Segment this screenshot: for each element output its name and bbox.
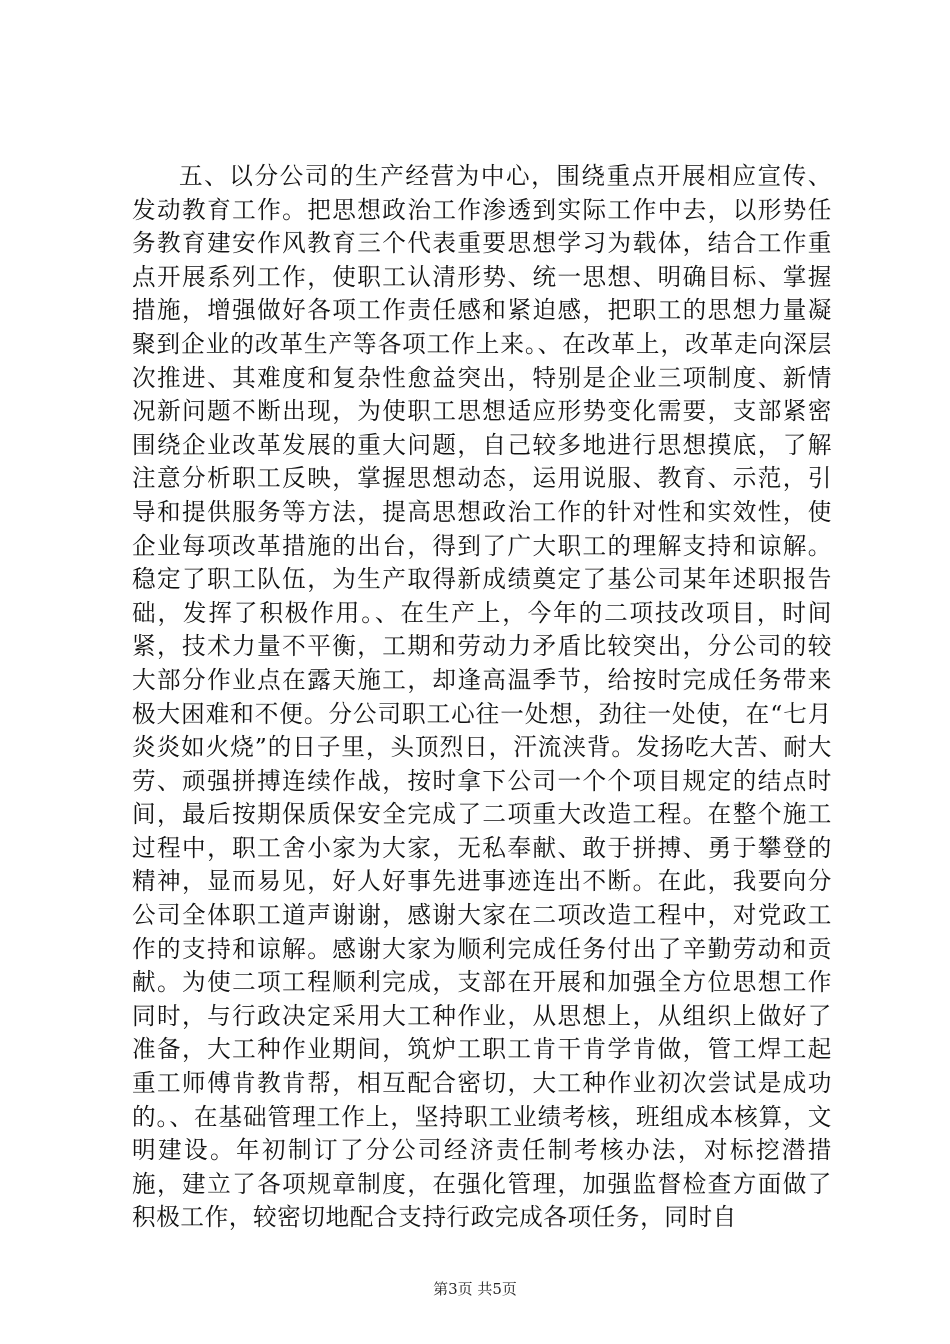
page-number-footer: 第3页 共5页 [433,1280,517,1298]
body-paragraph: 五、以分公司的生产经营为中心，围绕重点开展相应宣传、发动教育工作。把思想政治工作渗透到实际工作中去，以形势任务教育建安作风教育三个代表重要思想学习为载体，结合工作重点开展系列工作，使职工认清形势、统一思想、明确目标、掌握措施，增强做好各项工作责任感和紧迫感，把职工的思想力量凝聚到企业的改革生产等各项工作上来。、在改革上，改革走向深层次推进、其难度和复杂性愈益突出，特别是企业三项制度、新情况新问题不断出现，为使职工思想适应形势变化需要，支部紧密围绕企业改革发展的重大问题，自己较多地进行思想摸底，了解注意分析职工反映，掌握思想动态，运用说服、教育、示范，引导和提供服务等方法，提高思想政治工作的针对性和实效性，使企业每项改革措施的出台，得到了广大职工的理解支持和谅解。稳定了职工队伍，为生产取得新成绩奠定了基公司某年述职报告础，发挥了积极作用。、在生产上，今年的二项技改项目，时间紧，技术力量不平衡，工期和劳动力矛盾比较突出，分公司的较大部分作业点在露天施工，却逢高温季节，给按时完成任务带来极大困难和不便。分公司职工心往一处想，劲往一处使，在“七月炎炎如火烧”的日子里，头顶烈日，汗流浃背。发扬吃大苦、耐大劳、顽强拼搏连续作战，按时拿下公司一个个项目规定的结点时间，最后按期保质保安全完成了二项重大改造工程。在整个施工过程中，职工舍小家为大家，无私奉献、敢于拼搏、勇于攀登的精神，显而易见，好人好事先进事迹连出不断。在此，我要向分公司全体职工道声谢谢，感谢大家在二项改造工程中，对党政工作的支持和谅解。感谢大家为顺利完成任务付出了辛勤劳动和贡献。为使二项工程顺利完成，支部在开展和加强全方位思想工作同时，与行政决定采用大工种作业，从思想上，从组织上做好了准备，大工种作业期间，筑炉工职工肯干肯学肯做，管工焊工起重工师傅肯教肯帮，相互配合密切，大工种作业初次尝试是成功的。、在基础管理工作上，坚持职工业绩考核，班组成本核算，文明建设。年初制订了分公司经济责任制考核办法，对标挖潜措施，建立了各项规章制度，在强化管理，加强监督检查方面做了积极工作，较密切地配合支持行政完成各项任务，同时自 [132,162,832,1232]
